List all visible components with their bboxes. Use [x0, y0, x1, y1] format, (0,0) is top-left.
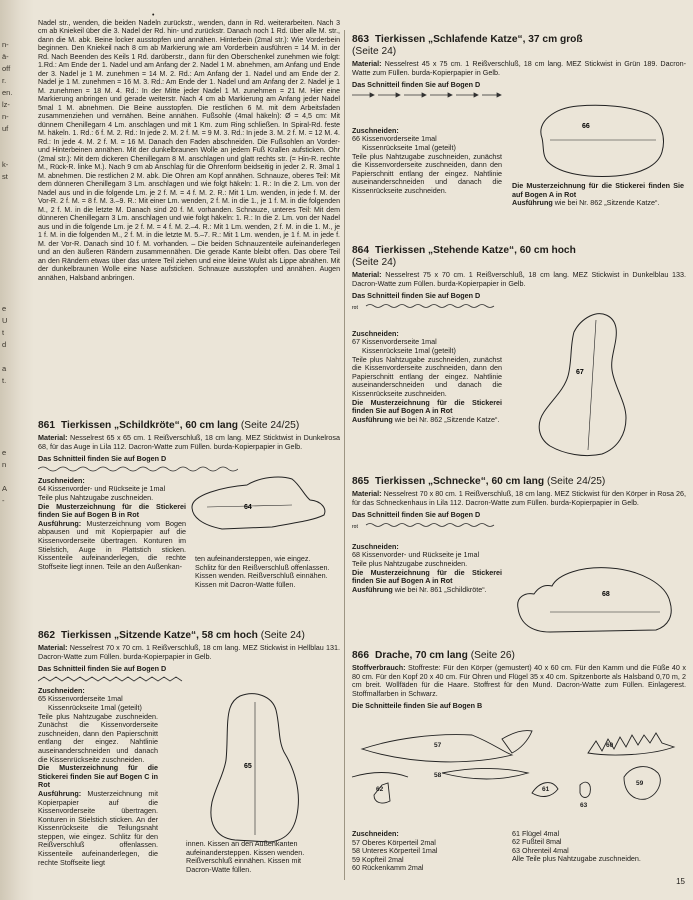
section-864-material: Material: Nesselrest 75 x 70 cm. 1 Reißverschluß, 18 cm lang. MEZ Stickwist in Dunkelblau 133. Dacron-Watte zum Füllen. burda-Kopierpapier in Gelb.: [352, 270, 686, 288]
piece-63-label: 63: [580, 802, 588, 809]
pattern-piece-64: [182, 465, 332, 545]
zuschneiden-label: Zuschneiden:: [352, 829, 399, 838]
cut-item: 58 Unteres Körperteil 1mal: [352, 846, 438, 856]
rot-label: rot: [352, 523, 358, 529]
zuschneiden-text-2: Kissenrückseite 1mal (geteilt): [362, 345, 456, 355]
zuschneiden-text-2: Kissenrückseite 1mal (geteilt): [362, 142, 456, 152]
zuschneiden-rest: Teile plus Nahtzugabe zuschneiden, zunächst die Kissenvorderseite zuschneiden, dann den Papierschnitt entlang der eingez. Nahtlinie auseinanderschneiden und danach die Kissenrückseite zuschneiden.: [352, 151, 502, 195]
gutter-fragment: r.: [2, 76, 7, 85]
zugabe-text: Teile plus Nahtzugabe zuschneiden.: [38, 492, 154, 502]
cut-item: 61 Flügel 4mal: [512, 828, 560, 838]
cut-item: 62 Fußteil 8mal: [512, 837, 562, 847]
piece-60-label: 60: [606, 742, 614, 749]
piece-61-label: 61: [542, 786, 550, 793]
section-863-text: [352, 127, 502, 196]
section-866-schnitt: Die Schnitteile finden Sie auf Bogen B: [352, 701, 483, 711]
section-861-text-2: ten aufeinandersteppen, wie eingez. Schlitz für den Reißverschluß offenlassen. Kissen wenden. Reißverschluß einnähen. Kissen mit Dacron-Watte füllen.: [195, 554, 330, 589]
muster-text: Die Musterzeichnung für die Stickerei finden Sie auf Bogen A in Rot: [352, 397, 502, 416]
piece-57-label: 57: [434, 742, 442, 749]
section-862-text: [38, 687, 158, 867]
rot-label: rot: [352, 304, 358, 310]
ausfuehrung-text: Ausführung wie bei Nr. 861 „Schildkröte“.: [352, 584, 487, 594]
piece-66-label: 66: [582, 123, 590, 130]
section-866: [352, 650, 686, 711]
section-864-schnitt: Das Schnitteil finden Sie auf Bogen D: [352, 291, 481, 301]
zuschneiden-rest: Teile plus Nahtzugabe zuschneiden. Zunächst die Kissenvorderseite zuschneiden, dann den Papierschnitt entlang der eingez. Nahtlinie auseinanderschneiden und danach die Kissenrückseite zuschneiden.: [38, 711, 158, 764]
zuschneiden-text: 64 Kissenvorder- und Rückseite je 1mal: [38, 484, 166, 494]
section-861-heading: 861 Tierkissen „Schildkröte“, 60 cm lang (Seite 24/25): [38, 420, 300, 431]
section-865-text: [352, 543, 502, 595]
piece-63-outline: [580, 782, 590, 797]
section-865-material: Material: Nesselrest 70 x 80 cm. 1 Reißverschluß, 18 cm lang. MEZ Stickwist für den Körper in Rosa 26, für das Schneckenhaus in Lila 112. Dacron-Watte zum Füllen. burda-Kopierpapier in Gelb.: [352, 489, 686, 507]
pattern-piece-67: [530, 310, 640, 460]
pattern-piece-66: [530, 100, 670, 180]
section-865-cutline: [352, 521, 686, 531]
cut-item: 60 Rückenkamm 2mal: [352, 863, 424, 873]
cut-item: 59 Kopfteil 2mal: [352, 854, 404, 864]
piece-60-outline: [588, 733, 674, 755]
gutter-fragment: ä-: [2, 52, 9, 61]
gutter-fragment: e: [2, 304, 7, 313]
intro-instructions: Nadel str., wenden, die beiden Nadeln zurückstr., wenden, dann in Rd. weiterarbeiten. Nach 3 cm ab Kniekeil über die 3. Nadel der Rd. hin- und zurückstr. Danach noch 1 Rd. über alle M. str., dann die M. abk. Beine locker ausstopfen und annähen. Hinterbein (2mal str.): Wie Vorderbein beginnen. Den Kniekeil nach 8 cm ab Markierung wie am Vorderbein ausführen = 14 M. in der Rd. Nach Beenden des Keils 1 Rd. darüberstr., dann für den Oberschenkel zunehmen wie folgt: 1.Rd.: Am Ende der 1. Nadel und am Anfang der 2. Nadel 1 M. abnehmen, am Anfang und Ende der 3. Nadel je 1 M. zunehmen = 14 M. 2. Rd.: Am Anfang der 1. Nadel und am Ende der 2. Nadel je 1 M. zunehmen = 16 M. 3. Rd.: Am Ende der 1. Nadel und am Anfang der 2. Nadel je 1 M. zunehmen = 18 M. 4. Rd.: In der Mitte jeder Nadel 1 M. zunehmen = 21 M. Hier eine Markierung anbringen und gerade weiterstr. Nach 4 cm ab Markierung am Anfang jeder Nadel 5mal 1 M. abnehmen. Die Beine ausstopfen. Die restlichen 6 M. mit dem Arbeitsfaden zusammenziehen und vernähen. Beine annähen. Fußsohle (4mal häkeln): Ø = 4,5 cm: Mit dünnem Chenillegarn 4 Lm. anschlagen und mit 1 Km. zum Ring schließen. In Spiral-Rd. feste M. häkeln. 1. Rd.: 6 f. M. 2. Rd.: In jede 2. M. 2 f. M. = 9 M. 3. Rd.: In jede 3. M. 2 f. M. = 12 M. 4. Rd.: In jede 4. M. 2 f. M. = 16 M. Danach den Faden abschneiden. Die Fußsohlen an Vorder- und Hinterbeinen annähen. Mit der dunkelbraunen Wolle an jedem Fuß Krallen aufsticken. Ohr (2mal str.): Mit dem dickeren Chenillegarn 8 M. anschlagen und glatt rechts str. (= Hin-R. rechte M., Rück-R. linke M.). Nach 9 cm ab Anschlag für die Ohrenform beidseitig in jeder 2. R. 3mal 1 M. abnehmen. Die restlichen 2 M. abk. Die Ohren am Kopf annähen. Schnauze, oberes Teil: Mit dem dünneren Chenillegarn 3 Lm. anschlagen und wie folgt häkeln: 1. R.: In die 2. Lm. von der Nadel aus und in die folgende Lm. je 2 f. M. = 4 f. M. 2. R.: Mit 1 Lm. wenden, in jede f. M. der Vor-R. 2 f. M. = 8 f. M. 3.–9. R.: Mit einer Lm. wenden, 2 f. M. in die 1., je 1 f. M. in die folgenden M., 2 f. M. in die letzte M. Danach sind 20 f. M. vorhanden. Schnauze, unteres Teil: Mit dem dünneren Chenillegarn 3 Lm. anschlagen und wie folgt häkeln: 1. R.: In die 2. Lm. von der Nadel aus und in die folgende Lm. je 2 f. M. = 4 f. M. 2.–4. R.: Mit 1 Lm. wenden, 2 f. M. in die 1. M., je 1 f. M. in die folgenden M., 2 f. M. in die letzte M. 5.–7. R.: Mit 1 Lm. wenden, je 1 f. M. in jede f. M. der Vor-R. Danach sind 10 f. M. vorhanden. – Die beiden Schnauzenteile aufeinanderlegen und an den äußeren Rändern zusammennähen. Die gerade Kante bleibt offen. Das obere Teil an den Rändern etwas über das untere Teil ziehen und eine kleine Wulst als Lippe abnähen. Mit der dunkelbraunen Wolle eine Nase aufsticken. Schnauze ausstopfen und annähen. Augen annähen, Halsband anbringen.: [38, 20, 340, 282]
gutter-fragment: en.: [2, 88, 13, 97]
gutter-fragment: n: [2, 460, 7, 469]
zuschneiden-label: Zuschneiden:: [38, 475, 85, 485]
zuschneiden-text: 66 Kissenvorderseite 1mal: [352, 134, 437, 144]
muster-text: Die Musterzeichnung für die Stickerei finden Sie auf Bogen C in Rot: [38, 763, 158, 790]
section-862-schnitt: Das Schnitteil finden Sie auf Bogen D: [38, 664, 167, 674]
piece-58-line: [352, 773, 408, 778]
cut-item: Alle Teile plus Nahtzugabe zuschneiden.: [512, 854, 641, 864]
zuschneiden-rest: Teile plus Nahtzugabe zuschneiden, zunächst die Kissenvorderseite zuschneiden, dann den Papierschnitt entlang der eingez. Nahtlinie auseinanderschneiden und danach die Kissenrückseite zuschneiden.: [352, 354, 502, 398]
piece-67-label: 67: [576, 369, 584, 376]
piece-64-label: 64: [244, 504, 252, 511]
gutter-fragment: a: [2, 364, 7, 373]
zuschneiden-label: Zuschneiden:: [352, 125, 399, 135]
section-863-heading: 863 Tierkissen „Schlafende Katze“, 37 cm groß (Seite 24): [352, 34, 583, 57]
piece-57-tip: [502, 730, 532, 753]
ausfuehrung-text: Ausführung wie bei Nr. 862 „Sitzende Katze“.: [352, 414, 500, 424]
gutter-fragment: d: [2, 340, 7, 349]
section-861-material: Material: Nesselrest 65 x 65 cm. 1 Reißverschluß, 18 cm lang. MEZ Sticktwist in Dunkelrosa 68, für das Auge in Lila 112. Dacron-Watte zum Füllen. burda-Kopierpapier in Gelb.: [38, 433, 340, 451]
gutter-fragment: off: [2, 64, 11, 73]
ausfuehrung-text: Ausführung: Musterzeichnung vom Bogen abpausen und mit Kopierpapier auf die Kissenvorderseite übertragen. Konturen im Stielstich, Auge in Plattstich sticken. Kissenteile aufeinanderlegen, die rechte Stoffseite liegt innen. Teile an den Außenkan-: [38, 518, 187, 571]
section-866-cuts: [352, 830, 686, 873]
muster-text: Die Musterzeichnung für die Stickerei finden Sie auf Bogen A in Rot: [352, 567, 502, 586]
piece-68-label: 68: [602, 591, 610, 598]
ausfuehrung-text: Ausführung: Musterzeichnung mit Kopierpapier auf die Kissenvorderseite übertragen. Konturen in Stielstich sticken. An der Kissenrückseite die Teilungsnaht steppen, wie eingez. Schlitz für den Reißverschluß offenlassen. Kissenteile aufeinanderlegen, die rechte Stoffseite liegt: [38, 788, 158, 867]
section-865-heading: 865 Tierkissen „Schnecke“, 60 cm lang (Seite 24/25): [352, 476, 606, 487]
piece-62-label: 62: [376, 786, 384, 793]
gutter-fragment: t: [2, 328, 5, 337]
section-863-schnitt: Das Schnitteil finden Sie auf Bogen D: [352, 80, 481, 90]
gutter-fragment: A: [2, 484, 8, 493]
zuschneiden-label: Zuschneiden:: [352, 541, 399, 551]
gutter-fragment: st: [2, 172, 8, 181]
cut-item: 63 Ohrenteil 4mal: [512, 845, 569, 855]
zuschneiden-text: 68 Kissenvorder- und Rückseite je 1mal: [352, 550, 480, 560]
left-page-gutter: [0, 0, 34, 900]
piece-65-label: 65: [244, 763, 252, 770]
section-864-heading: 864 Tierkissen „Stehende Katze“, 60 cm hoch (Seite 24): [352, 245, 576, 268]
piece-58-outline: [442, 769, 528, 780]
gutter-fragment: k-: [2, 160, 9, 169]
gutter-fragment: e: [2, 448, 7, 457]
muster-text: Die Musterzeichnung für die Stickerei finden Sie auf Bogen A in Rot: [512, 181, 684, 199]
piece-59-label: 59: [636, 780, 644, 787]
column-divider: [344, 30, 345, 880]
page-mark: •: [152, 12, 155, 19]
section-862-material: Material: Nesselrest 70 x 70 cm. 1 Reißverschluß, 18 cm lang. MEZ Stickwist in Hellblau 131. Dacron-Watte zum Füllen. burda-Kopierpapier in Gelb.: [38, 643, 341, 661]
pattern-piece-65: [200, 690, 310, 850]
gutter-fragment: n-: [2, 40, 9, 49]
gutter-fragment: U: [2, 316, 8, 325]
left-column: [38, 20, 340, 283]
ausfuehrung-text: Ausführung wie bei Nr. 862 „Sitzende Katze“.: [512, 198, 660, 208]
gutter-fragment: lz-: [2, 100, 10, 109]
section-865-schnitt: Das Schnitteil finden Sie auf Bogen D: [352, 510, 481, 520]
piece-58-label: 58: [434, 772, 442, 779]
section-861-text: [38, 477, 186, 572]
cut-list-right: [512, 830, 662, 864]
zuschneiden-label: Zuschneiden:: [352, 328, 399, 338]
pattern-piece-68: [510, 558, 685, 638]
section-863-text-2: [512, 182, 684, 208]
section-862-heading: 862 Tierkissen „Sitzende Katze“, 58 cm hoch (Seite 24): [38, 630, 305, 641]
muster-text: Die Musterzeichnung für die Stickerei finden Sie auf Bogen B in Rot: [38, 501, 186, 520]
dragon-pattern-pieces: [352, 725, 686, 825]
cut-item: 57 Oberes Körperteil 2mal: [352, 837, 436, 847]
zuschneiden-text: 65 Kissenvorderseite 1mal: [38, 694, 123, 704]
section-863-material: Material: Nesselrest 45 x 75 cm. 1 Reißverschluß, 18 cm lang. MEZ Stickwist in Grün 189. Dacron-Watte zum Füllen. burda-Kopierpapier in Gelb.: [352, 59, 686, 77]
gutter-fragment: n-: [2, 112, 9, 121]
section-862-text-2: innen. Kissen an den Außenkanten aufeinandersteppen. Kissen wenden. Reißverschluß einnähen. Kissen mit Dacron-Watte füllen.: [186, 839, 305, 874]
section-866-material: Stoffverbrauch: Stoffreste: Für den Körper (gemustert) 40 x 60 cm. Für den Kamm und die Füße 40 x 80 cm. Für den Kopf 20 x 40 cm. Für Ohren und Flügel 35 x 40 cm. Spitzenborte als Halsband 0,70 m, 2 cm breit. Wollfäden für die Haare. Stoffrest für den Mund. Dacron-Watte zum Füllen. Einlagerest. Stoffmalfarben in Schwarz.: [352, 663, 686, 698]
cut-lists: [352, 828, 686, 873]
zuschneiden-text-2: Kissenrückseite 1mal (geteilt): [48, 702, 142, 712]
page-number: 15: [676, 877, 685, 886]
zuschneiden-label: Zuschneiden:: [38, 685, 85, 695]
section-866-heading: 866 Drache, 70 cm lang (Seite 26): [352, 650, 515, 661]
section-862-cutline: [38, 675, 340, 685]
zugabe-text: Teile plus Nahtzugabe zuschneiden.: [352, 558, 468, 568]
section-864-text: [352, 330, 502, 425]
gutter-fragment: uf: [2, 124, 9, 133]
cut-list-left: [352, 839, 512, 873]
zuschneiden-text: 67 Kissenvorderseite 1mal: [352, 337, 437, 347]
gutter-fragment: -: [2, 496, 5, 505]
section-861-schnitt: Das Schnitteil finden Sie auf Bogen D: [38, 454, 167, 464]
gutter-fragment: t.: [2, 376, 7, 385]
